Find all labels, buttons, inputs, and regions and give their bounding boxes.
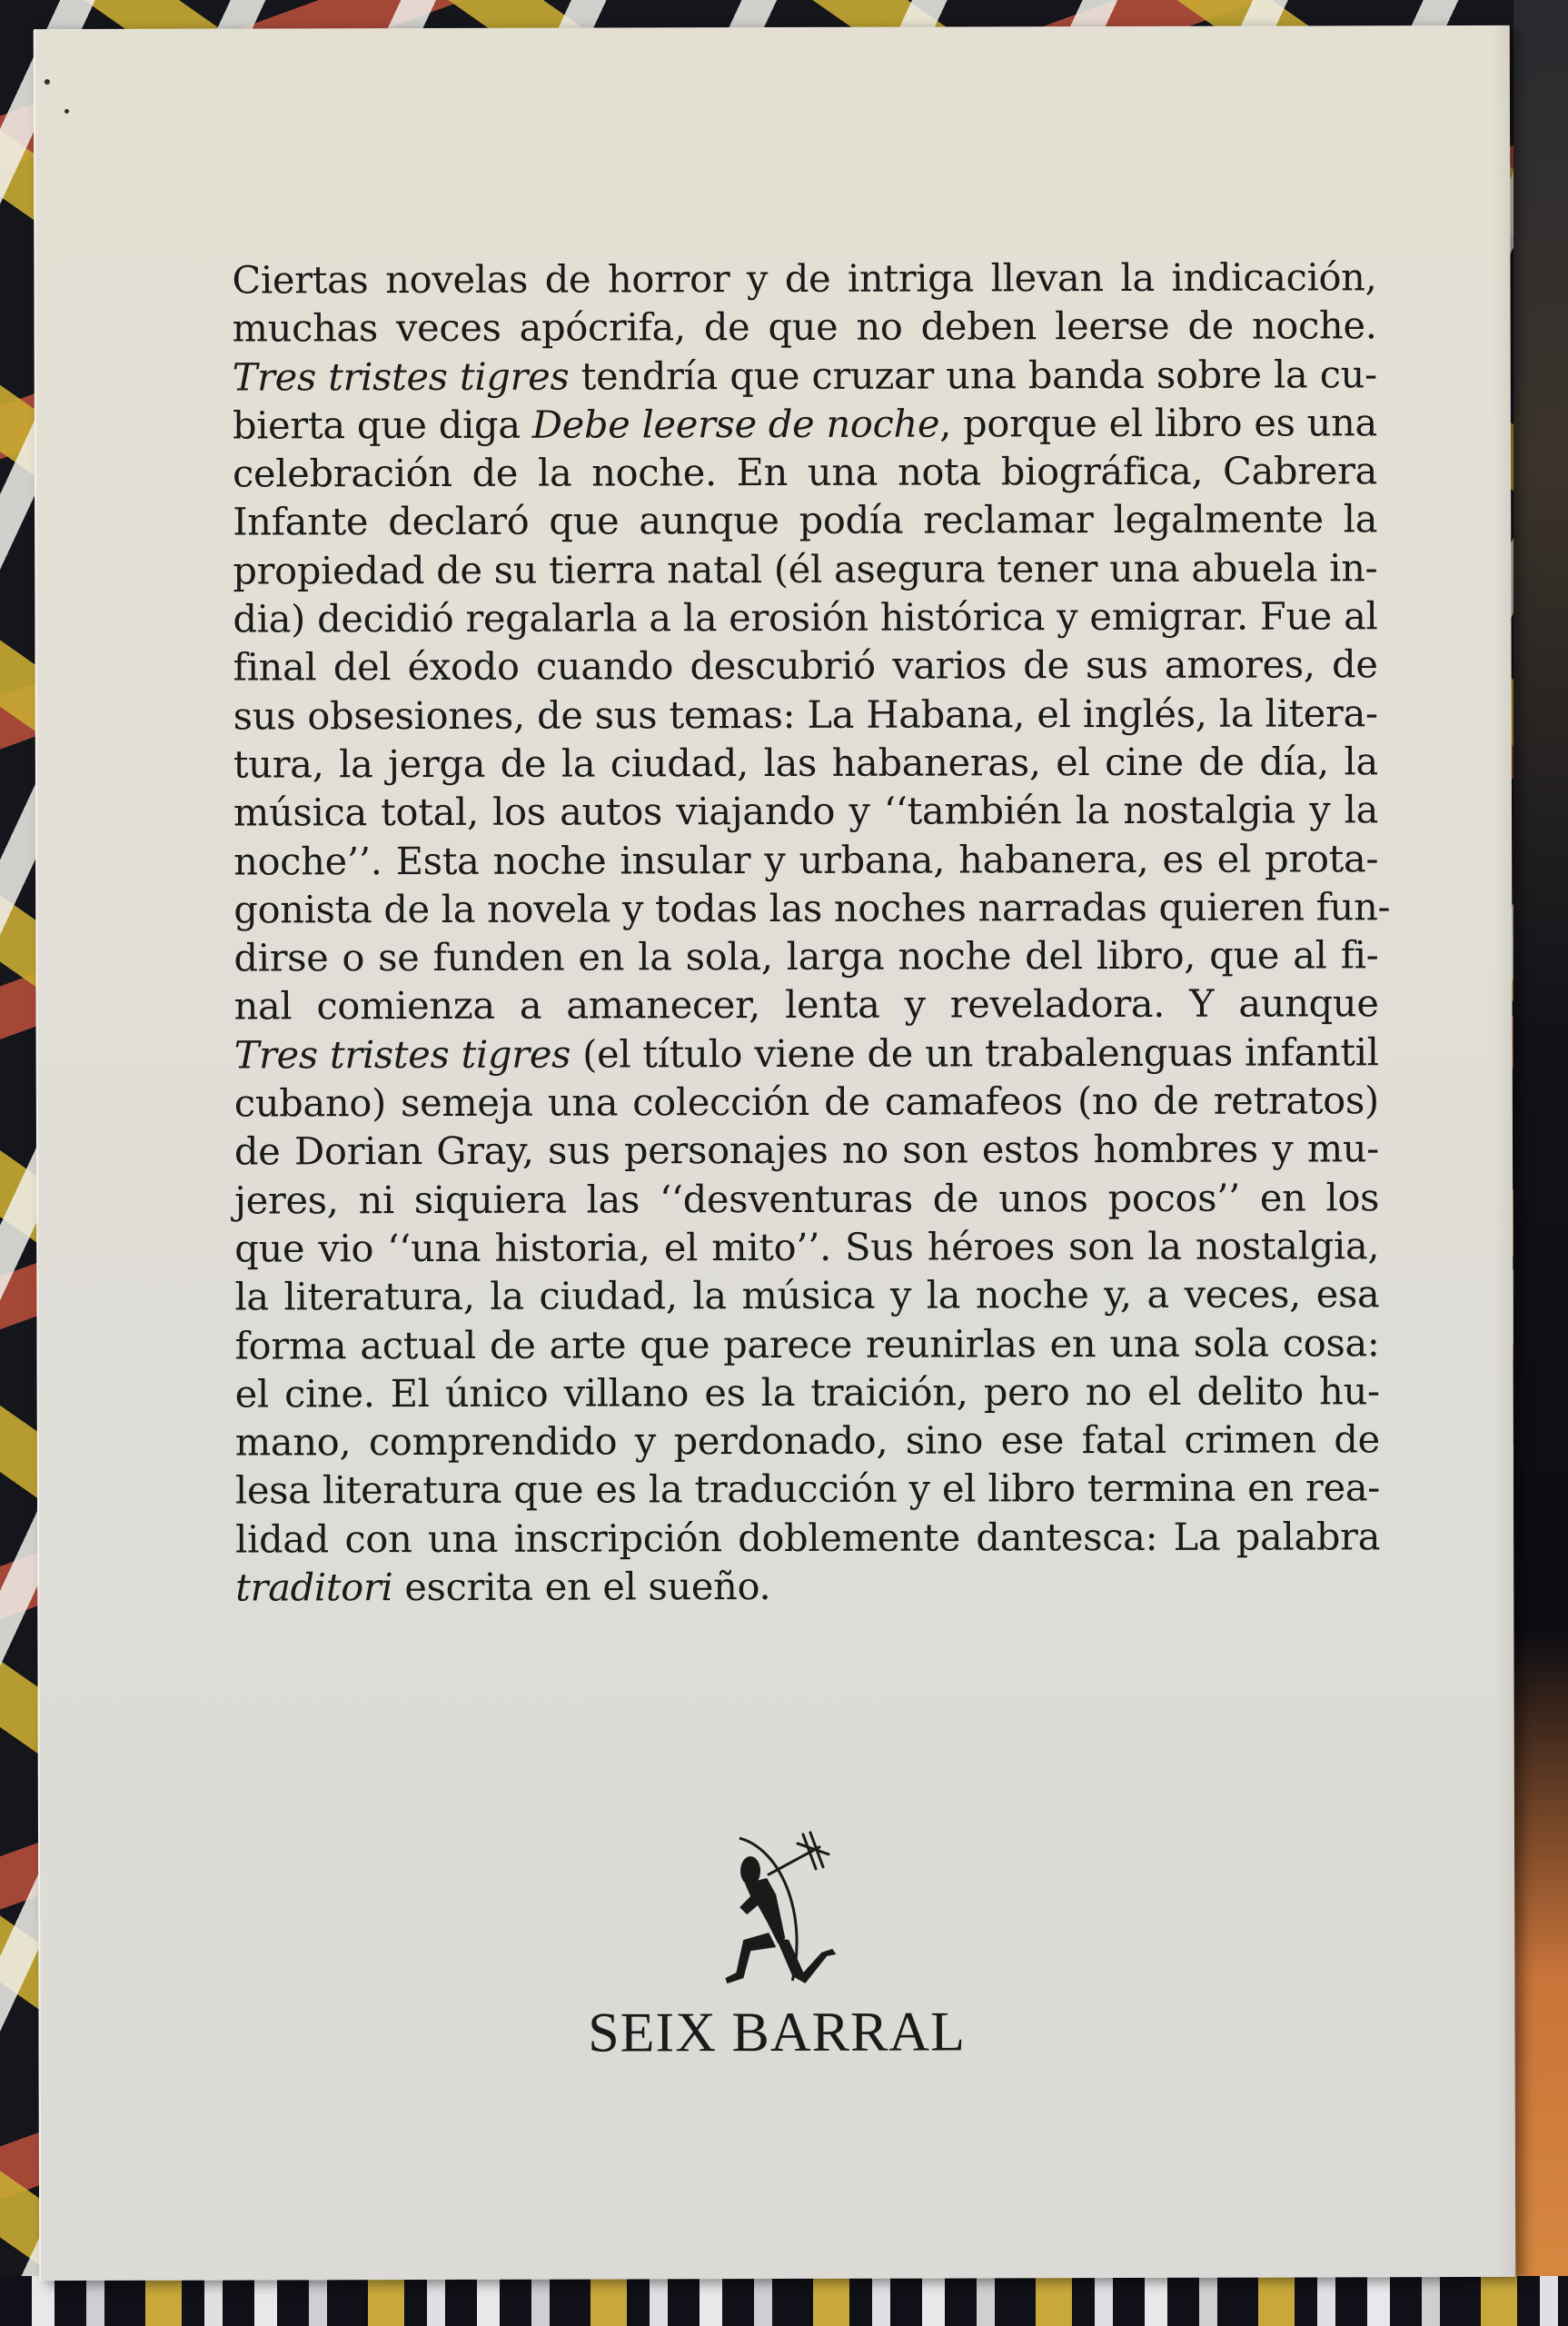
blurb-segment: que vio ‘‘una historia, el mito’’. Sus héroes son la nostalgia, — [234, 1223, 1380, 1271]
blurb-line — [234, 1076, 1379, 1128]
blurb-line — [233, 543, 1377, 595]
blurb-line — [234, 1173, 1379, 1225]
blurb-line — [233, 834, 1378, 886]
blurb-line — [235, 1464, 1380, 1516]
blurb-line — [234, 1125, 1379, 1177]
blurb-segment: cubano) semeja una colección de camafeos (no de retratos) — [233, 1078, 1379, 1126]
blurb-segment: propiedad de su tierra natal (él asegura tener una abuela in- — [233, 545, 1378, 593]
blurb-line — [235, 1512, 1380, 1564]
blurb-line — [232, 253, 1376, 304]
book-back-cover — [34, 25, 1515, 2281]
blurb-line — [235, 1415, 1380, 1466]
blurb-segment: gonista de la novela y todas las noches narradas quieren fun- — [233, 884, 1391, 932]
blurb-segment: de Dorian Gray, sus personajes no son estos hombres y mu- — [233, 1126, 1380, 1174]
italic-title-text: traditori — [235, 1565, 393, 1610]
blurb-segment: final del éxodo cuando descubrió varios de sus amores, de — [233, 641, 1378, 690]
running-archer-icon — [712, 1831, 849, 1994]
blurb-line — [233, 930, 1378, 982]
blurb-segment: jeres, ni siquiera las ‘‘desventuras de unos pocos’’ en los — [234, 1174, 1380, 1223]
blurb-line — [233, 495, 1377, 547]
publisher-name: SEIX BARRAL — [588, 2001, 966, 2064]
blurb-line — [233, 689, 1378, 741]
blurb-line — [234, 1221, 1379, 1273]
blurb-line — [234, 1318, 1379, 1370]
blurb-segment: la literatura, la ciudad, la música y la noche y, a veces, esa — [234, 1271, 1380, 1319]
italic-title-text: Debe leerse de noche — [531, 401, 940, 447]
blurb-segment: (el título viene de un trabalenguas infantil — [570, 1029, 1379, 1077]
blurb-line — [233, 398, 1377, 450]
fabric-bottom-stripes — [0, 2276, 1568, 2326]
blurb-segment: tendría que cruzar una banda sobre la cu- — [569, 351, 1377, 399]
blurb-segment: , porque el libro es una — [939, 400, 1377, 446]
blurb-segment: sus obsesiones, de sus temas: La Habana, el inglés, la litera- — [233, 690, 1378, 739]
italic-title-text: Tres tristes tigres — [232, 353, 570, 400]
blurb-text — [232, 253, 1391, 1612]
blurb-segment: lidad con una inscripción doblemente dantesca: La palabra — [235, 1513, 1381, 1562]
italic-title-text: Tres tristes tigres — [233, 1031, 571, 1078]
blurb-line — [233, 737, 1378, 789]
blurb-line — [233, 350, 1377, 402]
blurb-segment: mano, comprendido y perdonado, sino ese fatal crimen de — [234, 1416, 1380, 1465]
blurb-segment: dia) decidió regalarla a la erosión histórica y emigrar. Fue al — [233, 593, 1378, 641]
blurb-line — [234, 1269, 1379, 1321]
blurb-line — [234, 1028, 1379, 1079]
blurb-line — [233, 302, 1377, 353]
blurb-segment: el cine. El único villano es la traición, pero no el delito hu- — [234, 1368, 1380, 1416]
blurb-line — [233, 641, 1378, 692]
blurb-segment: Ciertas novelas de horror y de intriga llevan la indicación, — [232, 254, 1377, 303]
cover-speck — [65, 109, 69, 114]
blurb-segment: forma actual de arte que parece reunirlas en una sola cosa: — [234, 1319, 1380, 1368]
blurb-line — [233, 591, 1377, 643]
blurb-segment: muchas veces apócrifa, de que no deben leerse de noche. — [232, 303, 1377, 351]
blurb-segment: Infante declaró que aunque podía reclamar legalmente la — [233, 496, 1378, 545]
cover-speck — [45, 79, 50, 84]
blurb-segment: música total, los autos viajando y ‘‘también la nostalgia y la — [233, 787, 1379, 835]
blurb-line — [233, 446, 1377, 498]
blurb-line — [235, 1560, 1380, 1612]
blurb-segment: noche’’. Esta noche insular y urbana, habanera, es el prota- — [233, 835, 1379, 884]
fabric-right-edge — [1513, 0, 1568, 2326]
blurb-segment: bierta que diga — [232, 402, 532, 448]
blurb-segment: dirse o se funden en la sola, larga noche del libro, que al fi- — [233, 932, 1379, 980]
blurb-segment: lesa literatura que es la traducción y el libro termina en rea- — [234, 1465, 1381, 1513]
blurb-line — [234, 979, 1379, 1031]
blurb-segment: tura, la jerga de la ciudad, las habaneras, el cine de día, la — [233, 739, 1378, 787]
blurb-segment: escrita en el sueño. — [392, 1564, 771, 1610]
blurb-segment: celebración de la noche. En una nota biográfica, Cabrera — [232, 448, 1378, 496]
blurb-segment: nal comienza a amanecer, lenta y reveladora. Y aunque — [233, 980, 1379, 1029]
blurb-line — [233, 882, 1391, 934]
blurb-line — [235, 1367, 1380, 1418]
blurb-line — [233, 786, 1378, 838]
